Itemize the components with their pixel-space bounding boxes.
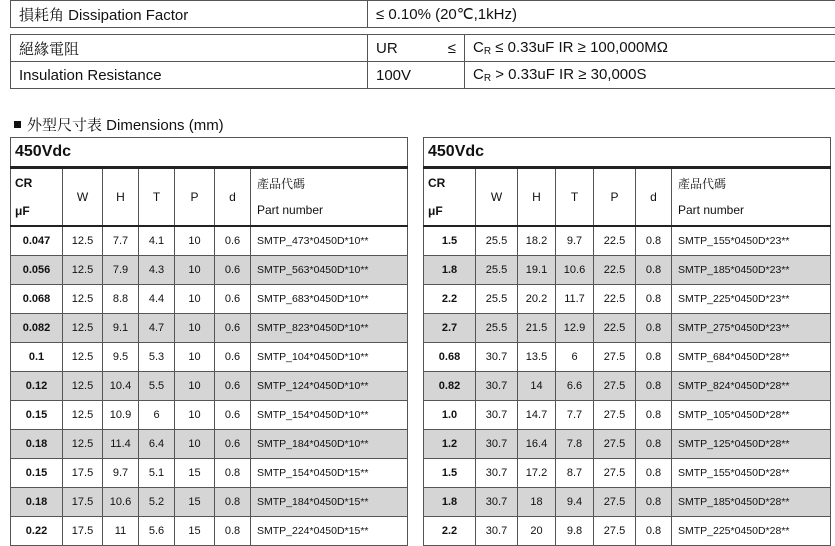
t-cell: 6.4 bbox=[139, 430, 175, 459]
t-cell: 5.5 bbox=[139, 372, 175, 401]
h-cell: 18 bbox=[518, 488, 556, 517]
t-cell: 4.3 bbox=[139, 256, 175, 285]
w-cell: 30.7 bbox=[476, 459, 518, 488]
h-cell: 20.2 bbox=[518, 285, 556, 314]
p-cell: 22.5 bbox=[594, 256, 636, 285]
table-row bbox=[424, 459, 831, 488]
table-row bbox=[11, 488, 408, 517]
t-cell: 9.7 bbox=[556, 226, 594, 256]
part-number-cell: SMTP_105*0450D*28** bbox=[672, 401, 831, 430]
part-number-cell: SMTP_104*0450D*10** bbox=[251, 343, 408, 372]
table-body bbox=[424, 226, 831, 546]
w-cell: 30.7 bbox=[476, 488, 518, 517]
w-cell: 30.7 bbox=[476, 430, 518, 459]
section-title: 外型尺寸表 Dimensions (mm) bbox=[14, 114, 224, 135]
p-cell: 27.5 bbox=[594, 517, 636, 546]
d-cell: 0.8 bbox=[636, 256, 672, 285]
h-cell: 14 bbox=[518, 372, 556, 401]
w-cell: 12.5 bbox=[63, 372, 103, 401]
h-cell: 11 bbox=[103, 517, 139, 546]
w-cell: 12.5 bbox=[63, 256, 103, 285]
ir-row-2 bbox=[11, 62, 835, 89]
p-cell: 10 bbox=[175, 314, 215, 343]
table-row bbox=[424, 430, 831, 459]
d-cell: 0.8 bbox=[636, 285, 672, 314]
cr-cell: 2.2 bbox=[424, 517, 476, 546]
table-row bbox=[11, 401, 408, 430]
d-cell: 0.8 bbox=[636, 488, 672, 517]
dimensions-table-left bbox=[10, 137, 408, 546]
table-row bbox=[11, 430, 408, 459]
t-cell: 8.7 bbox=[556, 459, 594, 488]
part-number-cell: SMTP_184*0450D*15** bbox=[251, 488, 408, 517]
h-cell: 10.4 bbox=[103, 372, 139, 401]
w-header: W bbox=[476, 168, 518, 227]
part-number-cell: SMTP_124*0450D*10** bbox=[251, 372, 408, 401]
cr-cell: 0.18 bbox=[11, 488, 63, 517]
ir-label-en: Insulation Resistance bbox=[11, 62, 368, 89]
w-cell: 30.7 bbox=[476, 517, 518, 546]
t-header: T bbox=[139, 168, 175, 227]
h-cell: 11.4 bbox=[103, 430, 139, 459]
t-cell: 4.4 bbox=[139, 285, 175, 314]
cr-cell: 0.068 bbox=[11, 285, 63, 314]
cr-cell: 0.056 bbox=[11, 256, 63, 285]
ir-ur-value: 100V bbox=[368, 62, 465, 89]
table-row bbox=[424, 314, 831, 343]
table-row bbox=[424, 256, 831, 285]
w-cell: 30.7 bbox=[476, 343, 518, 372]
w-cell: 17.5 bbox=[63, 459, 103, 488]
t-cell: 5.1 bbox=[139, 459, 175, 488]
cr-cell: 0.047 bbox=[11, 226, 63, 256]
cr-cell: 0.1 bbox=[11, 343, 63, 372]
t-cell: 4.1 bbox=[139, 226, 175, 256]
cr-cell: 0.18 bbox=[11, 430, 63, 459]
d-header: d bbox=[636, 168, 672, 227]
d-cell: 0.8 bbox=[636, 343, 672, 372]
t-cell: 6 bbox=[556, 343, 594, 372]
ir-label-zh: 絕緣電阻 bbox=[11, 35, 368, 62]
d-cell: 0.6 bbox=[215, 285, 251, 314]
w-cell: 17.5 bbox=[63, 488, 103, 517]
t-cell: 12.9 bbox=[556, 314, 594, 343]
table-row bbox=[11, 343, 408, 372]
d-cell: 0.8 bbox=[636, 430, 672, 459]
d-cell: 0.6 bbox=[215, 372, 251, 401]
df-label: 損耗角 Dissipation Factor bbox=[11, 1, 368, 28]
table-row bbox=[424, 285, 831, 314]
cr-cell: 1.8 bbox=[424, 488, 476, 517]
p-cell: 15 bbox=[175, 517, 215, 546]
part-number-cell: SMTP_185*0450D*23** bbox=[672, 256, 831, 285]
table-row bbox=[11, 459, 408, 488]
w-cell: 17.5 bbox=[63, 517, 103, 546]
table-row bbox=[11, 314, 408, 343]
part-number-header: 產品代碼 Part number bbox=[251, 168, 408, 227]
part-number-cell: SMTP_154*0450D*15** bbox=[251, 459, 408, 488]
t-cell: 6.6 bbox=[556, 372, 594, 401]
p-header: P bbox=[175, 168, 215, 227]
p-cell: 15 bbox=[175, 459, 215, 488]
h-cell: 19.1 bbox=[518, 256, 556, 285]
p-header: P bbox=[594, 168, 636, 227]
p-cell: 22.5 bbox=[594, 226, 636, 256]
p-cell: 10 bbox=[175, 226, 215, 256]
p-cell: 22.5 bbox=[594, 314, 636, 343]
cr-cell: 0.68 bbox=[424, 343, 476, 372]
spec-table bbox=[10, 0, 835, 89]
w-cell: 12.5 bbox=[63, 401, 103, 430]
d-cell: 0.6 bbox=[215, 343, 251, 372]
table-row bbox=[424, 488, 831, 517]
h-cell: 10.6 bbox=[103, 488, 139, 517]
p-cell: 27.5 bbox=[594, 488, 636, 517]
t-cell: 9.4 bbox=[556, 488, 594, 517]
w-cell: 12.5 bbox=[63, 226, 103, 256]
part-number-cell: SMTP_155*0450D*23** bbox=[672, 226, 831, 256]
part-number-cell: SMTP_125*0450D*28** bbox=[672, 430, 831, 459]
part-number-cell: SMTP_155*0450D*28** bbox=[672, 459, 831, 488]
t-cell: 9.8 bbox=[556, 517, 594, 546]
h-cell: 13.5 bbox=[518, 343, 556, 372]
p-cell: 27.5 bbox=[594, 401, 636, 430]
h-cell: 9.5 bbox=[103, 343, 139, 372]
ir-row-1 bbox=[11, 35, 835, 62]
h-cell: 18.2 bbox=[518, 226, 556, 256]
df-row bbox=[11, 1, 835, 28]
w-cell: 12.5 bbox=[63, 343, 103, 372]
part-number-cell: SMTP_275*0450D*23** bbox=[672, 314, 831, 343]
part-number-cell: SMTP_184*0450D*10** bbox=[251, 430, 408, 459]
t-cell: 7.7 bbox=[556, 401, 594, 430]
p-cell: 10 bbox=[175, 401, 215, 430]
d-cell: 0.8 bbox=[215, 459, 251, 488]
table-body bbox=[11, 226, 408, 546]
p-cell: 10 bbox=[175, 430, 215, 459]
table-row bbox=[11, 285, 408, 314]
table-row bbox=[424, 372, 831, 401]
h-cell: 21.5 bbox=[518, 314, 556, 343]
cr-cell: 1.8 bbox=[424, 256, 476, 285]
cr-cell: 0.12 bbox=[11, 372, 63, 401]
h-cell: 16.4 bbox=[518, 430, 556, 459]
cr-cell: 1.5 bbox=[424, 226, 476, 256]
t-cell: 5.2 bbox=[139, 488, 175, 517]
part-number-header: 產品代碼 Part number bbox=[672, 168, 831, 227]
d-cell: 0.6 bbox=[215, 256, 251, 285]
part-number-cell: SMTP_473*0450D*10** bbox=[251, 226, 408, 256]
table-row bbox=[424, 401, 831, 430]
df-value: ≤ 0.10% (20℃,1kHz) bbox=[368, 1, 835, 28]
table-row bbox=[11, 372, 408, 401]
part-number-cell: SMTP_154*0450D*10** bbox=[251, 401, 408, 430]
part-number-cell: SMTP_225*0450D*28** bbox=[672, 517, 831, 546]
part-number-cell: SMTP_185*0450D*28** bbox=[672, 488, 831, 517]
square-bullet-icon bbox=[14, 121, 21, 128]
table-row bbox=[11, 517, 408, 546]
d-cell: 0.8 bbox=[215, 488, 251, 517]
ir-condition-1: $C_R \le 0.33uF$ IR ≥ 100,000MΩ bbox=[465, 35, 835, 62]
h-cell: 8.8 bbox=[103, 285, 139, 314]
w-cell: 30.7 bbox=[476, 401, 518, 430]
d-cell: 0.8 bbox=[215, 517, 251, 546]
ir-ur-label: UR ≤ bbox=[368, 35, 465, 62]
d-header: d bbox=[215, 168, 251, 227]
t-cell: 7.8 bbox=[556, 430, 594, 459]
cr-header: CR μF bbox=[11, 168, 63, 227]
h-cell: 10.9 bbox=[103, 401, 139, 430]
w-cell: 12.5 bbox=[63, 314, 103, 343]
cr-cell: 1.5 bbox=[424, 459, 476, 488]
h-cell: 7.7 bbox=[103, 226, 139, 256]
w-cell: 25.5 bbox=[476, 285, 518, 314]
h-cell: 14.7 bbox=[518, 401, 556, 430]
p-cell: 10 bbox=[175, 285, 215, 314]
p-cell: 10 bbox=[175, 372, 215, 401]
t-cell: 5.6 bbox=[139, 517, 175, 546]
w-cell: 12.5 bbox=[63, 285, 103, 314]
w-cell: 30.7 bbox=[476, 372, 518, 401]
t-cell: 10.6 bbox=[556, 256, 594, 285]
h-cell: 17.2 bbox=[518, 459, 556, 488]
part-number-cell: SMTP_823*0450D*10** bbox=[251, 314, 408, 343]
h-cell: 7.9 bbox=[103, 256, 139, 285]
p-cell: 27.5 bbox=[594, 343, 636, 372]
voltage-header: 450Vdc bbox=[424, 138, 831, 168]
cr-header: CR μF bbox=[424, 168, 476, 227]
part-number-cell: SMTP_563*0450D*10** bbox=[251, 256, 408, 285]
w-header: W bbox=[63, 168, 103, 227]
table-row bbox=[424, 343, 831, 372]
cr-cell: 0.15 bbox=[11, 459, 63, 488]
table-row bbox=[11, 226, 408, 256]
d-cell: 0.6 bbox=[215, 401, 251, 430]
part-number-cell: SMTP_225*0450D*23** bbox=[672, 285, 831, 314]
p-cell: 22.5 bbox=[594, 285, 636, 314]
d-cell: 0.8 bbox=[636, 517, 672, 546]
part-number-cell: SMTP_683*0450D*10** bbox=[251, 285, 408, 314]
table-row bbox=[424, 226, 831, 256]
p-cell: 27.5 bbox=[594, 430, 636, 459]
t-cell: 4.7 bbox=[139, 314, 175, 343]
d-cell: 0.8 bbox=[636, 459, 672, 488]
d-cell: 0.6 bbox=[215, 314, 251, 343]
cr-cell: 2.7 bbox=[424, 314, 476, 343]
h-header: H bbox=[103, 168, 139, 227]
cr-cell: 0.82 bbox=[424, 372, 476, 401]
table-row bbox=[424, 517, 831, 546]
t-header: T bbox=[556, 168, 594, 227]
cr-cell: 0.22 bbox=[11, 517, 63, 546]
h-cell: 20 bbox=[518, 517, 556, 546]
p-cell: 27.5 bbox=[594, 372, 636, 401]
h-header: H bbox=[518, 168, 556, 227]
p-cell: 15 bbox=[175, 488, 215, 517]
cr-cell: 2.2 bbox=[424, 285, 476, 314]
t-cell: 11.7 bbox=[556, 285, 594, 314]
table-row bbox=[11, 256, 408, 285]
cr-cell: 0.082 bbox=[11, 314, 63, 343]
p-cell: 27.5 bbox=[594, 459, 636, 488]
ir-condition-2: $C_R > 0.33uF$ IR ≥ 30,000S bbox=[465, 62, 835, 89]
part-number-cell: SMTP_224*0450D*15** bbox=[251, 517, 408, 546]
voltage-header: 450Vdc bbox=[11, 138, 408, 168]
d-cell: 0.8 bbox=[636, 314, 672, 343]
w-cell: 25.5 bbox=[476, 256, 518, 285]
cr-cell: 1.0 bbox=[424, 401, 476, 430]
t-cell: 5.3 bbox=[139, 343, 175, 372]
dimensions-table-right bbox=[423, 137, 831, 546]
d-cell: 0.6 bbox=[215, 430, 251, 459]
part-number-cell: SMTP_824*0450D*28** bbox=[672, 372, 831, 401]
p-cell: 10 bbox=[175, 343, 215, 372]
p-cell: 10 bbox=[175, 256, 215, 285]
d-cell: 0.8 bbox=[636, 226, 672, 256]
t-cell: 6 bbox=[139, 401, 175, 430]
d-cell: 0.8 bbox=[636, 372, 672, 401]
w-cell: 12.5 bbox=[63, 430, 103, 459]
spacer bbox=[11, 28, 835, 35]
w-cell: 25.5 bbox=[476, 314, 518, 343]
d-cell: 0.6 bbox=[215, 226, 251, 256]
h-cell: 9.7 bbox=[103, 459, 139, 488]
d-cell: 0.8 bbox=[636, 401, 672, 430]
cr-cell: 0.15 bbox=[11, 401, 63, 430]
h-cell: 9.1 bbox=[103, 314, 139, 343]
w-cell: 25.5 bbox=[476, 226, 518, 256]
cr-cell: 1.2 bbox=[424, 430, 476, 459]
part-number-cell: SMTP_684*0450D*28** bbox=[672, 343, 831, 372]
